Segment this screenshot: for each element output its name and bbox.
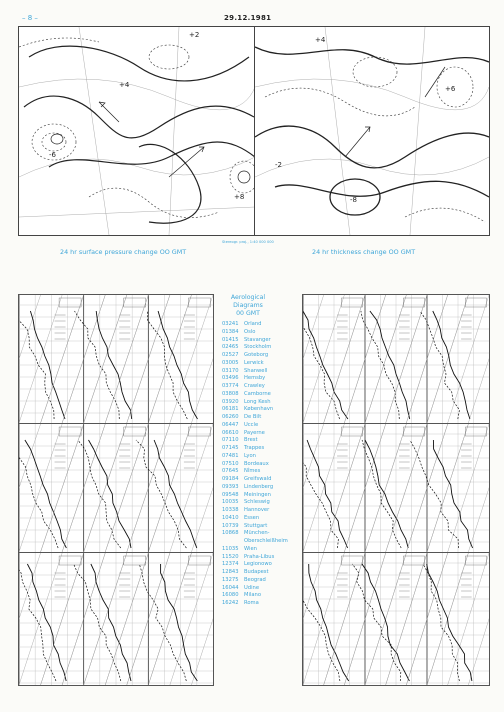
- station-name: Hemsby: [244, 375, 266, 382]
- station-name: Stavanger: [244, 336, 271, 343]
- station-code: 16242: [222, 600, 239, 606]
- aerological-diagram-panel: [302, 423, 490, 553]
- station-name: Stuttgart: [244, 522, 268, 529]
- aerological-diagram-panel: [302, 294, 490, 424]
- station-code: 01415: [222, 336, 239, 343]
- station-name: München-: [244, 530, 270, 537]
- station-row: [222, 422, 304, 430]
- station-row: [222, 406, 304, 414]
- svg-text:+8: +8: [234, 193, 245, 201]
- station-row: [222, 569, 304, 577]
- station-name: Milano: [244, 592, 261, 599]
- station-name: Praha-Libus: [244, 553, 275, 560]
- station-row: [222, 507, 304, 515]
- station-name: Legionowo: [244, 561, 272, 568]
- station-row: [222, 499, 304, 507]
- svg-text:+2: +2: [189, 31, 200, 39]
- station-row: [222, 492, 304, 500]
- station-row: [222, 546, 304, 554]
- station-name: Greifswald: [244, 476, 272, 482]
- station-code: 09548: [222, 491, 239, 498]
- svg-text:-6: -6: [49, 151, 56, 159]
- station-row: [222, 375, 304, 383]
- aerological-title-line: Aerological: [230, 294, 266, 301]
- station-row: [222, 538, 304, 546]
- station-row: [222, 445, 304, 453]
- left-map-caption: 24 hr surface pressure change OO GMT: [60, 248, 187, 256]
- station-row: [222, 561, 304, 569]
- surface-pressure-change-map: [18, 26, 256, 236]
- station-row: [222, 321, 304, 329]
- sounding-chart: [303, 424, 489, 552]
- station-row: [222, 523, 304, 531]
- station-code: 10410: [222, 514, 239, 521]
- svg-text:+4: +4: [315, 36, 326, 44]
- station-row: [222, 352, 304, 360]
- station-name: Stockholm: [244, 344, 272, 351]
- station-name: Wien: [244, 545, 257, 552]
- station-name: Goteborg: [244, 352, 269, 358]
- station-row: [222, 437, 304, 445]
- svg-text:-8: -8: [350, 196, 357, 204]
- station-name: Long Kesh: [244, 398, 271, 405]
- aerological-title: [212, 294, 284, 318]
- station-row: [222, 585, 304, 593]
- page-date: 29.12.1981: [224, 14, 272, 22]
- station-code: 10868: [222, 530, 239, 537]
- station-row: [222, 461, 304, 469]
- thickness-change-map: [254, 26, 490, 236]
- svg-text:+4: +4: [119, 81, 130, 89]
- station-code: 03241: [222, 321, 239, 327]
- station-name: Budapest: [244, 569, 269, 575]
- station-name: Udine: [244, 584, 260, 591]
- station-code: 03005: [222, 359, 239, 366]
- station-code: 11035: [222, 545, 239, 552]
- station-code: 06610: [222, 429, 239, 436]
- station-code: 02527: [222, 352, 239, 358]
- station-row: [222, 476, 304, 484]
- station-name: Hannover: [244, 507, 270, 513]
- station-name: Essen: [244, 514, 260, 521]
- station-row: [222, 399, 304, 407]
- station-row: [222, 484, 304, 492]
- station-row: [222, 337, 304, 345]
- station-code: [222, 538, 244, 546]
- station-code: 07481: [222, 452, 239, 459]
- station-row: [222, 368, 304, 376]
- station-code: 10035: [222, 499, 239, 506]
- station-name: Beograd: [244, 576, 266, 583]
- aerological-diagram-panel: [302, 552, 490, 686]
- station-name: Shanwell: [244, 367, 268, 374]
- sounding-chart: [303, 295, 489, 423]
- station-name: Oslo: [244, 328, 256, 335]
- station-code: 11520: [222, 553, 239, 560]
- station-row: [222, 453, 304, 461]
- aerological-diagram-panel: [18, 552, 214, 686]
- sounding-chart: [303, 553, 489, 685]
- station-code: 10338: [222, 507, 239, 513]
- station-row: [222, 592, 304, 600]
- sounding-chart: [19, 553, 213, 685]
- station-name: Trappes: [244, 445, 265, 451]
- station-row: [222, 530, 304, 538]
- station-code: 03920: [222, 398, 239, 405]
- station-code: 09393: [222, 483, 239, 490]
- station-name: Lyon: [244, 452, 256, 459]
- station-code: 06260: [222, 414, 239, 420]
- station-code: 16044: [222, 584, 239, 591]
- station-name: Schleswig: [244, 499, 270, 506]
- station-row: [222, 430, 304, 438]
- station-code: 09184: [222, 476, 239, 482]
- station-name: De Bilt: [244, 414, 262, 420]
- station-code: 07110: [222, 437, 239, 444]
- sounding-chart: [19, 295, 213, 423]
- station-code: 03774: [222, 383, 239, 389]
- station-code: 07645: [222, 468, 239, 475]
- station-name: Uccle: [244, 421, 259, 428]
- station-name: Lindenberg: [244, 483, 274, 490]
- station-code: 01384: [222, 328, 239, 335]
- station-row: [222, 383, 304, 391]
- station-row: [222, 577, 304, 585]
- station-name: Lerwick: [244, 359, 264, 366]
- station-name: København: [244, 406, 274, 413]
- sounding-chart: [19, 424, 213, 552]
- station-code: 02465: [222, 344, 239, 351]
- station-list: [222, 321, 304, 608]
- station-row: [222, 414, 304, 422]
- station-name: Payerne: [244, 429, 265, 436]
- station-code: 07145: [222, 445, 239, 451]
- aerological-title-line: Diagrams: [233, 302, 263, 309]
- station-row: [222, 515, 304, 523]
- svg-text:+6: +6: [445, 85, 456, 93]
- station-name: Orland: [244, 321, 262, 327]
- aerological-diagram-panel: [18, 423, 214, 553]
- station-name: Roma: [244, 600, 259, 606]
- station-code: 07510: [222, 460, 239, 467]
- station-name: Meiningen: [244, 491, 271, 498]
- station-row: [222, 554, 304, 562]
- station-name: Nîmes: [244, 468, 261, 475]
- station-row: [222, 391, 304, 399]
- aerological-diagram-panel: [18, 294, 214, 424]
- station-row: [222, 329, 304, 337]
- map-scale: Stereogr. proj., 1:40 000 000: [222, 240, 274, 244]
- station-code: 16080: [222, 592, 239, 599]
- station-code: 12374: [222, 561, 239, 568]
- station-row: [222, 600, 304, 608]
- station-code: 12843: [222, 569, 239, 575]
- station-name: Camborne: [244, 390, 271, 397]
- station-code: 03808: [222, 390, 239, 397]
- station-code: 03170: [222, 367, 239, 374]
- station-row: [222, 344, 304, 352]
- station-name: Brest: [244, 437, 258, 444]
- station-code: 03496: [222, 375, 239, 382]
- right-map-caption: 24 hr thickness change OO GMT: [312, 248, 416, 256]
- station-code: 13275: [222, 576, 239, 583]
- station-name: Oberschleißheim: [244, 538, 288, 544]
- svg-text:-2: -2: [275, 161, 282, 169]
- station-name: Crawley: [244, 383, 265, 389]
- station-code: 10739: [222, 522, 239, 529]
- station-name: Bordeaux: [244, 460, 269, 467]
- page-number: – 8 –: [22, 14, 38, 22]
- aerological-title-line: 00 GMT: [236, 310, 260, 317]
- station-row: [222, 360, 304, 368]
- station-row: [222, 468, 304, 476]
- station-code: 06447: [222, 421, 239, 428]
- station-code: 06181: [222, 406, 239, 413]
